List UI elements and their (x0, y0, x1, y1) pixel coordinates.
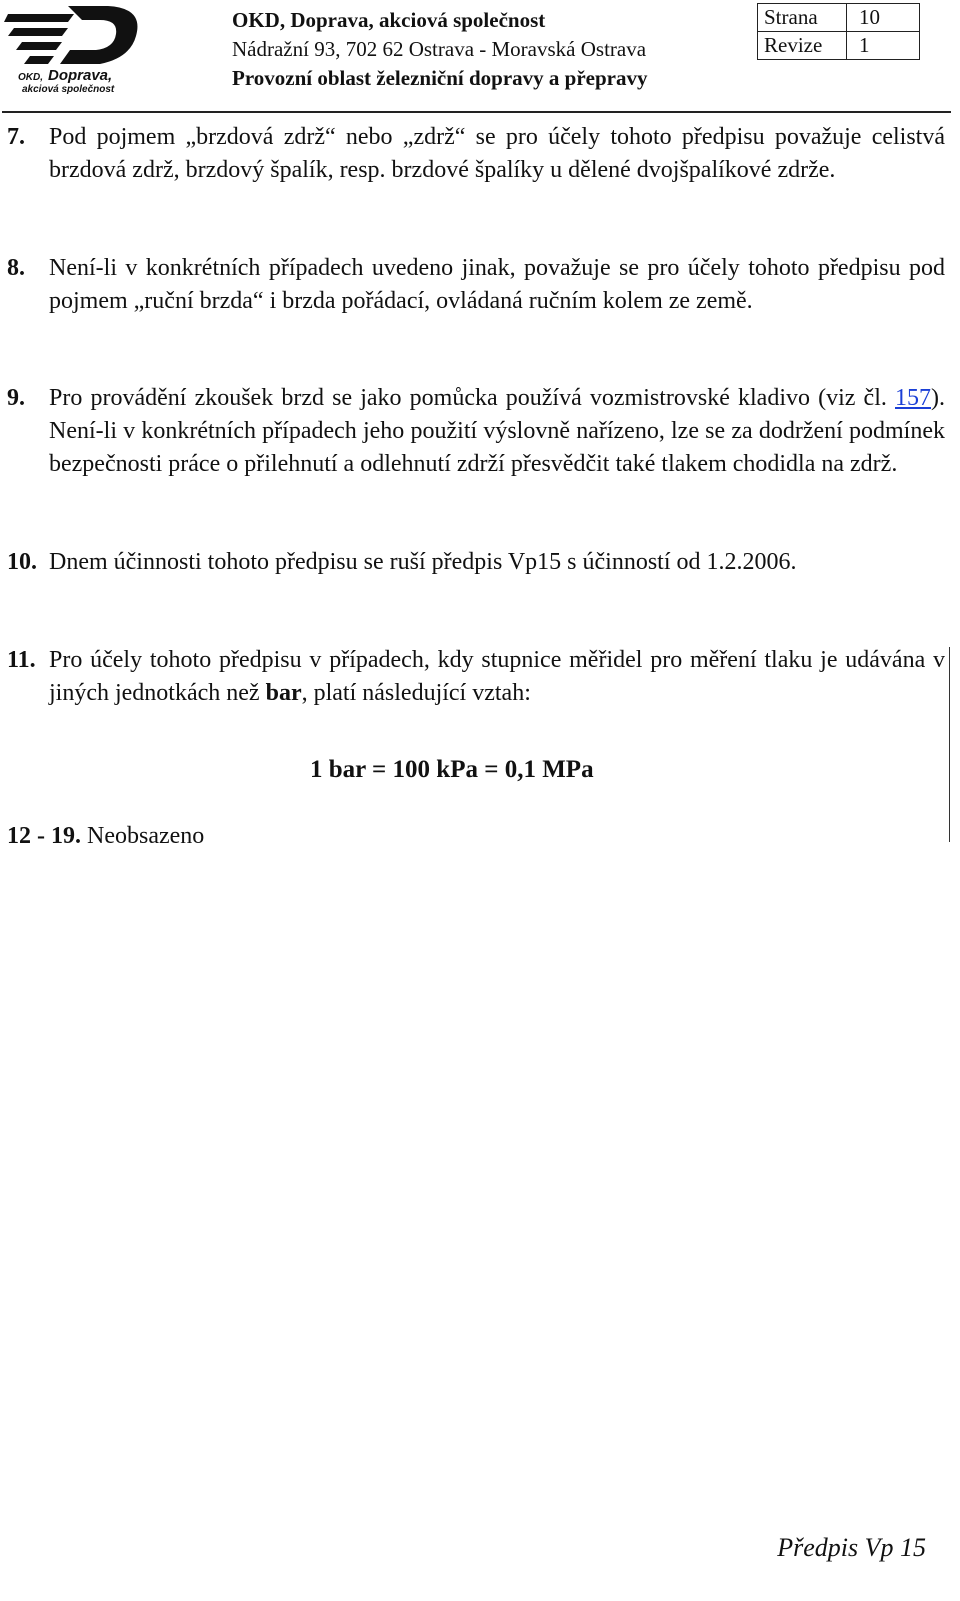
meta-value-page: 10 (847, 4, 920, 32)
paragraph-text (49, 382, 945, 481)
paragraph-number: 12 - 19. (7, 823, 81, 849)
paragraph-text: Dnem účinnosti tohoto předpisu se ruší předpis Vp15 s účinností od 1.2.2006. (49, 549, 797, 575)
paragraph-7 (7, 121, 945, 187)
paragraph-text (49, 644, 945, 710)
paragraph-text-part: ). Není-li v konkrétních případech jeho použití výslovně nařízeno, lze se za dodržení podmínek bezpečnosti práce o přilehnutí a odlehnutí zdrží přesvědčit také tlakem chodidla na zdrž. (49, 385, 945, 477)
paragraph-8 (7, 252, 945, 318)
footer-document-name: Předpis Vp 15 (777, 1533, 926, 1562)
company-logo (4, 2, 146, 94)
unit-bar: bar (265, 680, 302, 706)
paragraph-number: 11. (7, 647, 36, 673)
meta-row-revision (758, 32, 920, 60)
paragraph-number: 8. (7, 255, 25, 281)
company-name: OKD, Doprava, akciová společnost (232, 8, 546, 32)
logo-text-sub: akciová společnost (22, 84, 115, 94)
logo-text-brand: Doprava, (48, 67, 113, 84)
paragraph-12-19 (7, 823, 204, 850)
meta-value-revision: 1 (847, 32, 920, 60)
paragraph-text: Neobsazeno (87, 823, 205, 849)
paragraph-text-part: Pro účely tohoto předpisu v případech, kdy stupnice měřidel pro měření tlaku je udávána v jiných jednotkách než (49, 647, 945, 706)
paragraph-text: Pod pojmem „brzdová zdrž“ nebo „zdrž“ se pro účely tohoto předpisu považuje celistvá brzdová zdrž, brzdový špalík, resp. brzdové špalíky u dělené dvojšpalíkové zdrže. (49, 124, 945, 183)
paragraph-number: 7. (7, 124, 25, 150)
paragraph-number: 9. (7, 385, 25, 411)
paragraph-text-part: , platí následující vztah: (301, 680, 531, 706)
meta-label-revision: Revize (758, 32, 847, 60)
paragraph-11 (7, 644, 945, 710)
article-157-link[interactable]: 157 (895, 385, 931, 411)
page-meta-table (757, 3, 920, 60)
paragraph-text: Není-li v konkrétních případech uvedeno jinak, považuje se pro účely tohoto předpisu pod pojmem „ruční brzda“ i brzda pořádací, ovládaná ručním kolem ze země. (49, 255, 945, 314)
company-block (232, 6, 648, 93)
header-divider (2, 111, 951, 113)
paragraph-9 (7, 382, 945, 481)
logo-text-okd: OKD, (18, 72, 43, 83)
revision-change-bar (949, 647, 950, 842)
company-address: Nádražní 93, 702 62 Ostrava - Moravská Ostrava (232, 37, 647, 61)
paragraph-text-part: Pro provádění zkoušek brzd se jako pomůcka používá vozmistrovské kladivo (viz čl. (49, 385, 895, 411)
paragraph-number: 10. (7, 549, 37, 575)
paragraph-10 (7, 546, 945, 579)
department: Provozní oblast železniční dopravy a přepravy (232, 66, 648, 90)
meta-label-page: Strana (758, 4, 847, 32)
meta-row-page (758, 4, 920, 32)
pressure-formula: 1 bar = 100 kPa = 0,1 MPa (310, 756, 594, 783)
